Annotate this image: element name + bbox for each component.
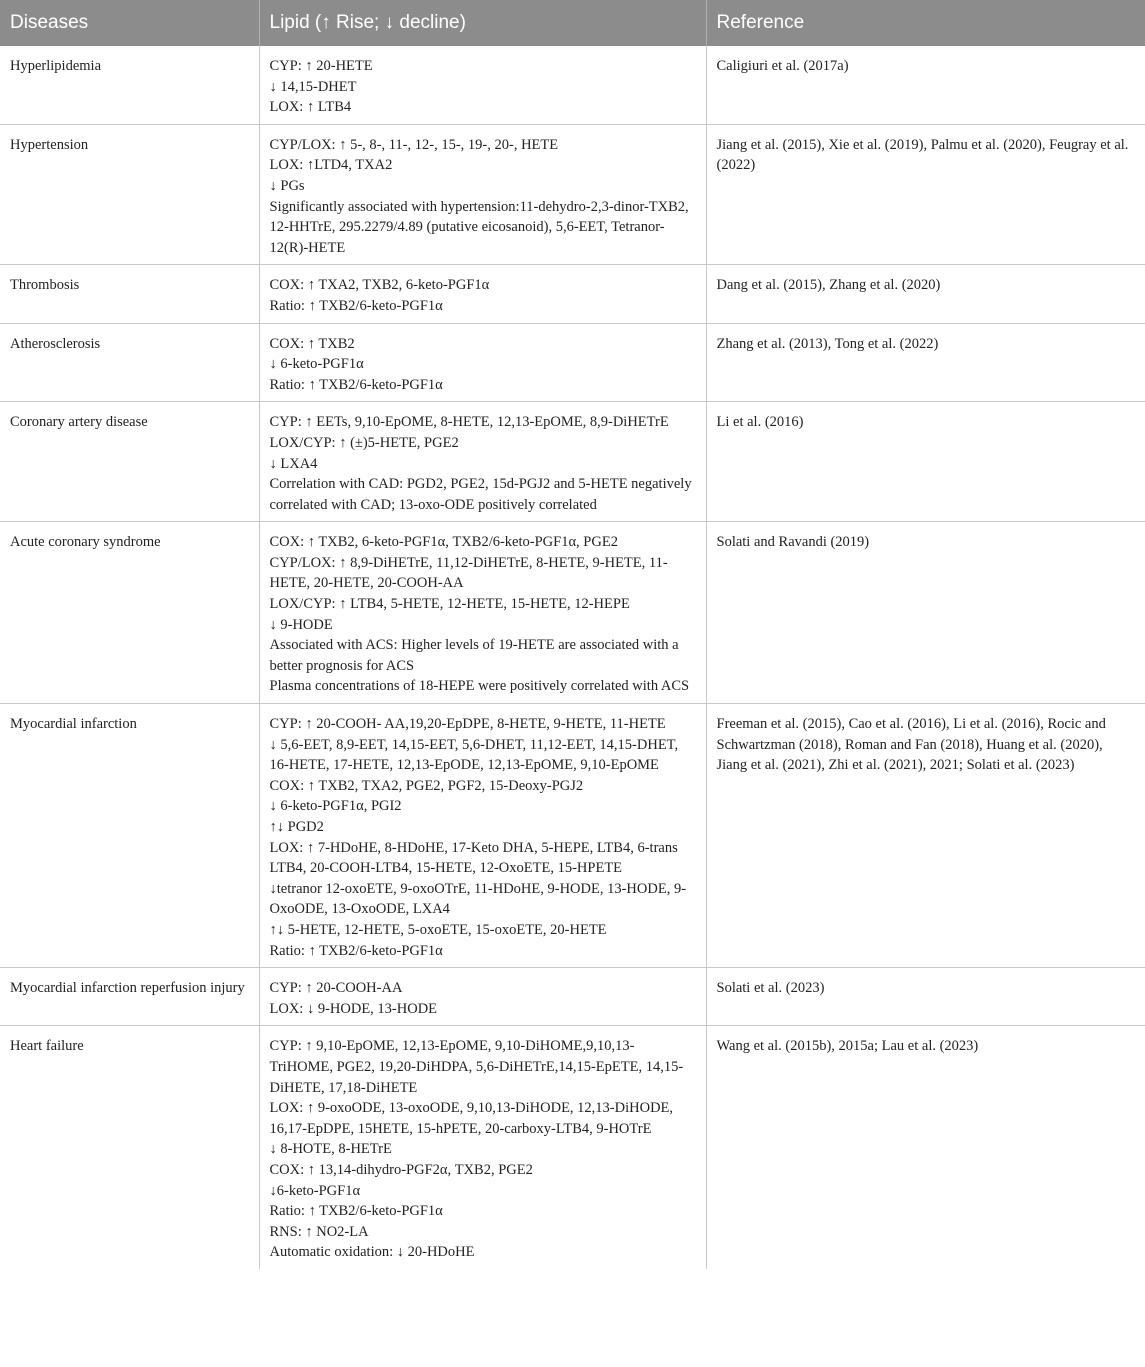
header-row <box>0 0 1145 46</box>
lipid-cell <box>259 402 706 522</box>
table-row <box>0 46 1145 124</box>
lipid-line: Correlation with CAD: PGD2, PGE2, 15d-PGJ2 and 5-HETE negatively correlated with CAD; 13-oxo-ODE positively correlated <box>269 476 692 513</box>
lipid-cell <box>259 323 706 402</box>
reference-cell: Dang et al. (2015), Zhang et al. (2020) <box>706 265 1145 323</box>
lipid-line: LOX: ↑ 9-oxoODE, 13-oxoODE, 9,10,13-DiHODE, 12,13-DiHODE, 16,17-EpDPE, 15HETE, 15-hPETE, 20-carboxy-LTB4, 9-HOTrE <box>269 1100 674 1137</box>
lipid-line: LOX: ↑ LTB4 <box>269 99 352 116</box>
reference-cell: Solati et al. (2023) <box>706 968 1145 1026</box>
lipid-line: COX: ↑ 13,14-dihydro-PGF2α, TXB2, PGE2 <box>269 1161 533 1178</box>
lipid-line: COX: ↑ TXB2, TXA2, PGE2, PGF2, 15-Deoxy-PGJ2 <box>269 777 584 794</box>
lipid-line: CYP: ↑ 20-COOH-AA <box>269 980 403 997</box>
header-lipid: Lipid (↑ Rise; ↓ decline) <box>259 0 706 46</box>
table-row <box>0 323 1145 402</box>
lipid-line: LOX/CYP: ↑ (±)5-HETE, PGE2 <box>269 434 459 451</box>
reference-cell: Li et al. (2016) <box>706 402 1145 522</box>
lipid-line: Automatic oxidation: ↓ 20-HDoHE <box>269 1244 475 1261</box>
lipid-line: ↓ 9-HODE <box>269 616 333 633</box>
lipid-line: COX: ↑ TXB2 <box>269 335 355 352</box>
table-row <box>0 124 1145 265</box>
disease-cell: Hypertension <box>0 124 259 265</box>
lipid-line: ↓ 5,6-EET, 8,9-EET, 14,15-EET, 5,6-DHET, 11,12-EET, 14,15-DHET, 16-HETE, 17-HETE, 12,13-EpODE, 12,13-EpOME, 9,10-EpOME <box>269 736 679 774</box>
header-diseases: Diseases <box>0 0 259 46</box>
lipid-line: Ratio: ↑ TXB2/6-keto-PGF1α <box>269 376 443 393</box>
table-row <box>0 265 1145 323</box>
reference-cell: Caligiuri et al. (2017a) <box>706 46 1145 124</box>
lipid-cell <box>259 522 706 704</box>
disease-cell: Myocardial infarction reperfusion injury <box>0 968 259 1026</box>
disease-cell: Acute coronary syndrome <box>0 522 259 704</box>
lipid-line: LOX: ↑ 7-HDoHE, 8-HDoHE, 17-Keto DHA, 5-HEPE, LTB4, 6-trans LTB4, 20-COOH-LTB4, 15-HETE, 12-OxoETE, 15-HPETE <box>269 839 678 877</box>
lipid-line: CYP: ↑ EETs, 9,10-EpOME, 8-HETE, 12,13-EpOME, 8,9-DiHETrE <box>269 414 669 431</box>
lipid-line: CYP/LOX: ↑ 5-, 8-, 11-, 12-, 15-, 19-, 20-, HETE <box>269 136 559 153</box>
table-row <box>0 402 1145 522</box>
table-row <box>0 522 1145 704</box>
lipid-line: COX: ↑ TXA2, TXB2, 6-keto-PGF1α <box>269 277 490 294</box>
disease-cell: Atherosclerosis <box>0 323 259 402</box>
reference-cell: Solati and Ravandi (2019) <box>706 522 1145 704</box>
disease-cell: Thrombosis <box>0 265 259 323</box>
lipid-line: ↓ 6-keto-PGF1α <box>269 356 364 373</box>
lipid-line: ↑↓ 5-HETE, 12-HETE, 5-oxoETE, 15-oxoETE, 20-HETE <box>269 921 607 938</box>
lipid-line: CYP: ↑ 20-COOH- AA,19,20-EpDPE, 8-HETE, 9-HETE, 11-HETE <box>269 716 666 733</box>
lipid-cell <box>259 124 706 265</box>
lipid-line: CYP: ↑ 20-HETE <box>269 58 373 74</box>
reference-cell: Zhang et al. (2013), Tong et al. (2022) <box>706 323 1145 402</box>
disease-cell: Hyperlipidemia <box>0 46 259 124</box>
lipid-cell <box>259 1026 706 1269</box>
lipid-line: ↓ 14,15-DHET <box>269 78 357 95</box>
lipid-line: RNS: ↑ NO2-LA <box>269 1223 369 1240</box>
lipid-cell <box>259 968 706 1026</box>
lipid-line: ↓ PGs <box>269 177 305 194</box>
lipid-line: CYP: ↑ 9,10-EpOME, 12,13-EpOME, 9,10-DiHOME,9,10,13-TriHOME, PGE2, 19,20-DiHDPA, 5,6-DiHETrE,14,15-EpETE, 14,15-DiHETE, 17,18-DiHETE <box>269 1038 684 1096</box>
lipid-line: COX: ↑ TXB2, 6-keto-PGF1α, TXB2/6-keto-PGF1α, PGE2 <box>269 534 618 551</box>
reference-cell: Freeman et al. (2015), Cao et al. (2016), Li et al. (2016), Rocic and Schwartzman (2018), Roman and Fan (2018), Huang et al. (2020), Jiang et al. (2021), Zhi et al. (2021), 2021; Solati et al. (2023) <box>706 704 1145 968</box>
lipid-line: ↓ 8-HOTE, 8-HETrE <box>269 1141 392 1158</box>
reference-cell: Jiang et al. (2015), Xie et al. (2019), Palmu et al. (2020), Feugray et al. (2022) <box>706 124 1145 265</box>
lipid-line: Plasma concentrations of 18-HEPE were positively correlated with ACS <box>269 678 690 695</box>
lipid-line: LOX: ↓ 9-HODE, 13-HODE <box>269 1000 438 1017</box>
lipid-line: ↓ 6-keto-PGF1α, PGI2 <box>269 798 402 815</box>
lipid-line: LOX/CYP: ↑ LTB4, 5-HETE, 12-HETE, 15-HETE, 12-HEPE <box>269 596 630 613</box>
lipid-line: Associated with ACS: Higher levels of 19-HETE are associated with a better prognosis for ACS <box>269 637 679 674</box>
lipid-cell <box>259 265 706 323</box>
table-body <box>0 46 1145 1269</box>
table-row <box>0 1026 1145 1269</box>
lipid-line: Ratio: ↑ TXB2/6-keto-PGF1α <box>269 297 443 314</box>
table-row <box>0 968 1145 1026</box>
reference-cell: Wang et al. (2015b), 2015a; Lau et al. (2023) <box>716 1038 979 1055</box>
lipid-cell <box>259 704 706 968</box>
disease-cell: Myocardial infarction <box>0 704 259 968</box>
lipid-line: CYP/LOX: ↑ 8,9-DiHETrE, 11,12-DiHETrE, 8-HETE, 9-HETE, 11-HETE, 20-HETE, 20-COOH-AA <box>269 554 668 592</box>
table-row <box>0 704 1145 968</box>
disease-cell: Heart failure <box>0 1026 259 1269</box>
lipid-line: LOX: ↑LTD4, TXA2 <box>269 157 393 174</box>
lipid-line: Ratio: ↑ TXB2/6-keto-PGF1α <box>269 1203 443 1220</box>
lipid-line: ↓6-keto-PGF1α <box>269 1182 361 1199</box>
lipid-line: Significantly associated with hypertension:11-dehydro-2,3-dinor-TXB2, 12-HHTrE, 295.2279/4.89 (putative eicosanoid), 5,6-EET, Tetranor-12(R)-HETE <box>269 198 689 256</box>
header-reference: Reference <box>706 0 1145 46</box>
lipid-line: ↓ LXA4 <box>269 455 318 472</box>
lipid-line: ↑↓ PGD2 <box>269 819 324 835</box>
table-header <box>0 0 1145 46</box>
lipid-cell <box>259 46 706 124</box>
lipid-line: Ratio: ↑ TXB2/6-keto-PGF1α <box>269 942 443 959</box>
lipid-line: ↓tetranor 12-oxoETE, 9-oxoOTrE, 11-HDoHE, 9-HODE, 13-HODE, 9-OxoODE, 13-OxoODE, LXA4 <box>269 880 687 918</box>
disease-cell: Coronary artery disease <box>0 402 259 522</box>
